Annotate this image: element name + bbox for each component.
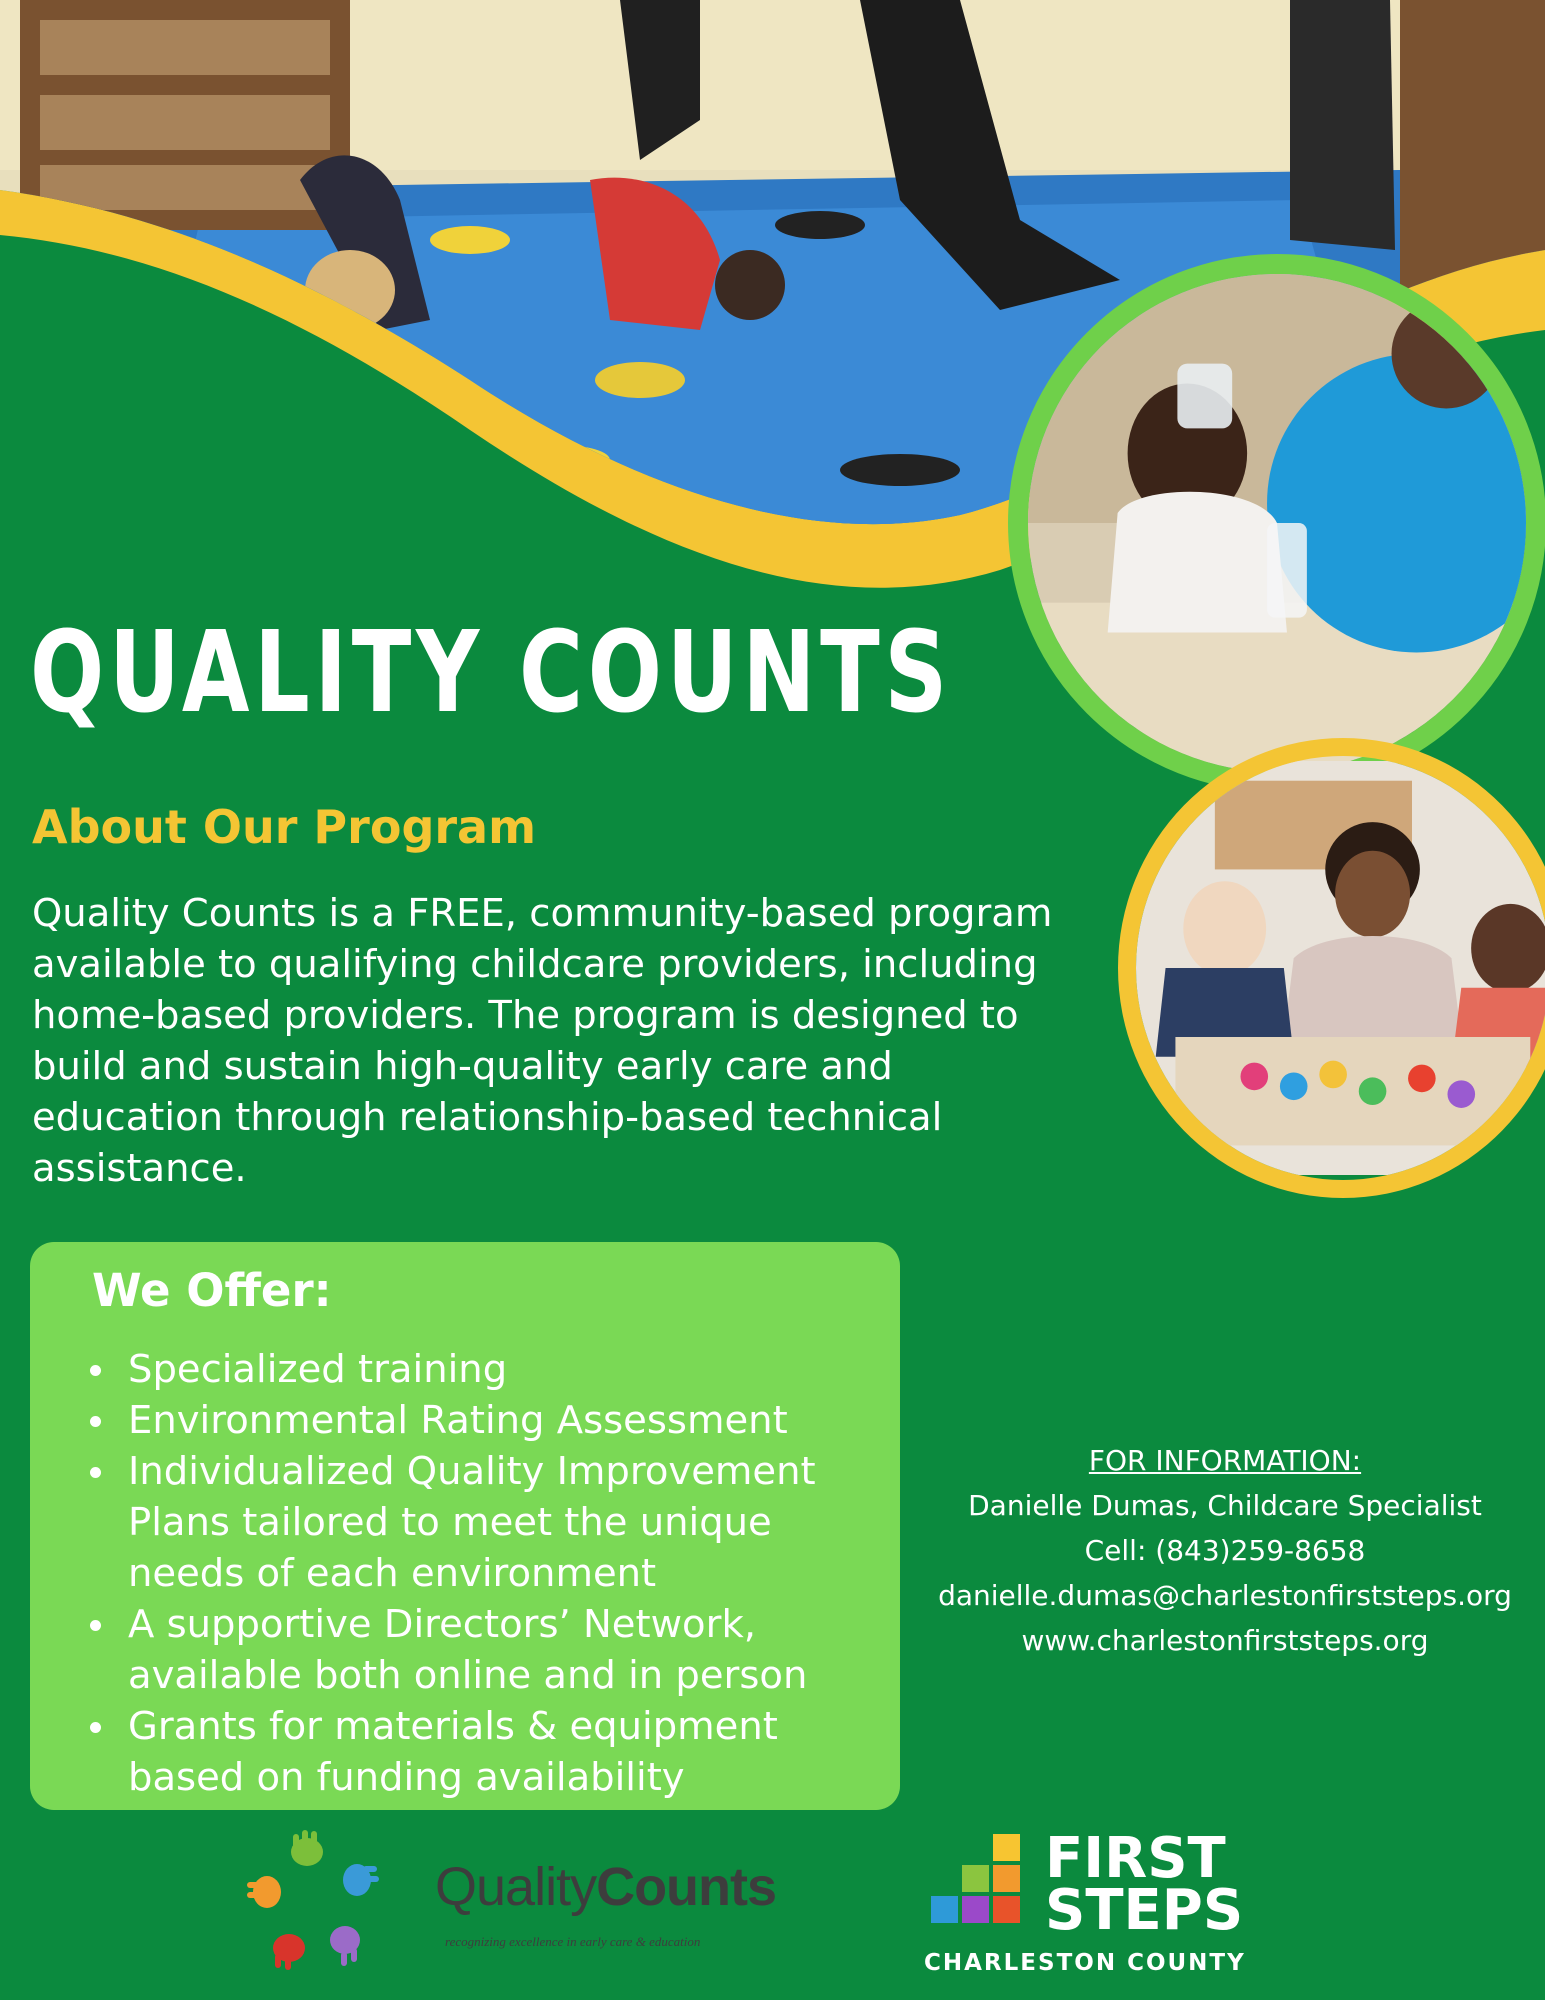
list-item: A supportive Directors’ Network, available both online and in person [60,1599,890,1701]
about-paragraph: Quality Counts is a FREE, community-based program available to qualifying childcare providers, including home-based providers. The program is designed to build and sustain high-quality early care and education through relationship-based technical assistance. [32,891,1053,1191]
contact-heading: FOR INFORMATION: [1088,1444,1362,1477]
handprints-icon [245,1830,385,1970]
circle-photo-teacher-puzzle [1118,738,1545,1198]
contact-block [900,1438,1545,1663]
first-steps-line2: STEPS [1045,1878,1244,1943]
contact-phone: Cell: (843)259-8658 [1084,1534,1366,1567]
first-steps-county: CHARLESTON COUNTY [924,1950,1246,1976]
first-steps-line1: FIRST [1045,1826,1226,1891]
contact-name: Danielle Dumas, Childcare Specialist [968,1489,1482,1522]
list-item: Specialized training [60,1344,890,1395]
offer-list [60,1344,890,1803]
list-item: Individualized Quality Improvement Plans tailored to meet the unique needs of each environment [60,1446,890,1599]
contact-website-link[interactable]: www.charlestonfirststeps.org [1021,1624,1429,1657]
quality-counts-logo [245,1830,805,1970]
page-title: QUALITY COUNTS [30,608,953,738]
section-heading: About Our Program [32,800,537,854]
list-item: Environmental Rating Assessment [60,1395,890,1446]
quality-counts-wordmark: QualityCounts [435,1857,777,1917]
first-steps-logo [920,1826,1280,1982]
contact-email-link[interactable]: danielle.dumas@charlestonfirststeps.org [938,1579,1512,1612]
quality-counts-tagline: recognizing excellence in early care & education [445,1934,701,1949]
offer-box [30,1242,900,1810]
circle-photo-toddler [1008,254,1545,792]
offer-heading: We Offer: [92,1264,332,1317]
list-item: Grants for materials & equipment based on funding availability [60,1701,890,1803]
